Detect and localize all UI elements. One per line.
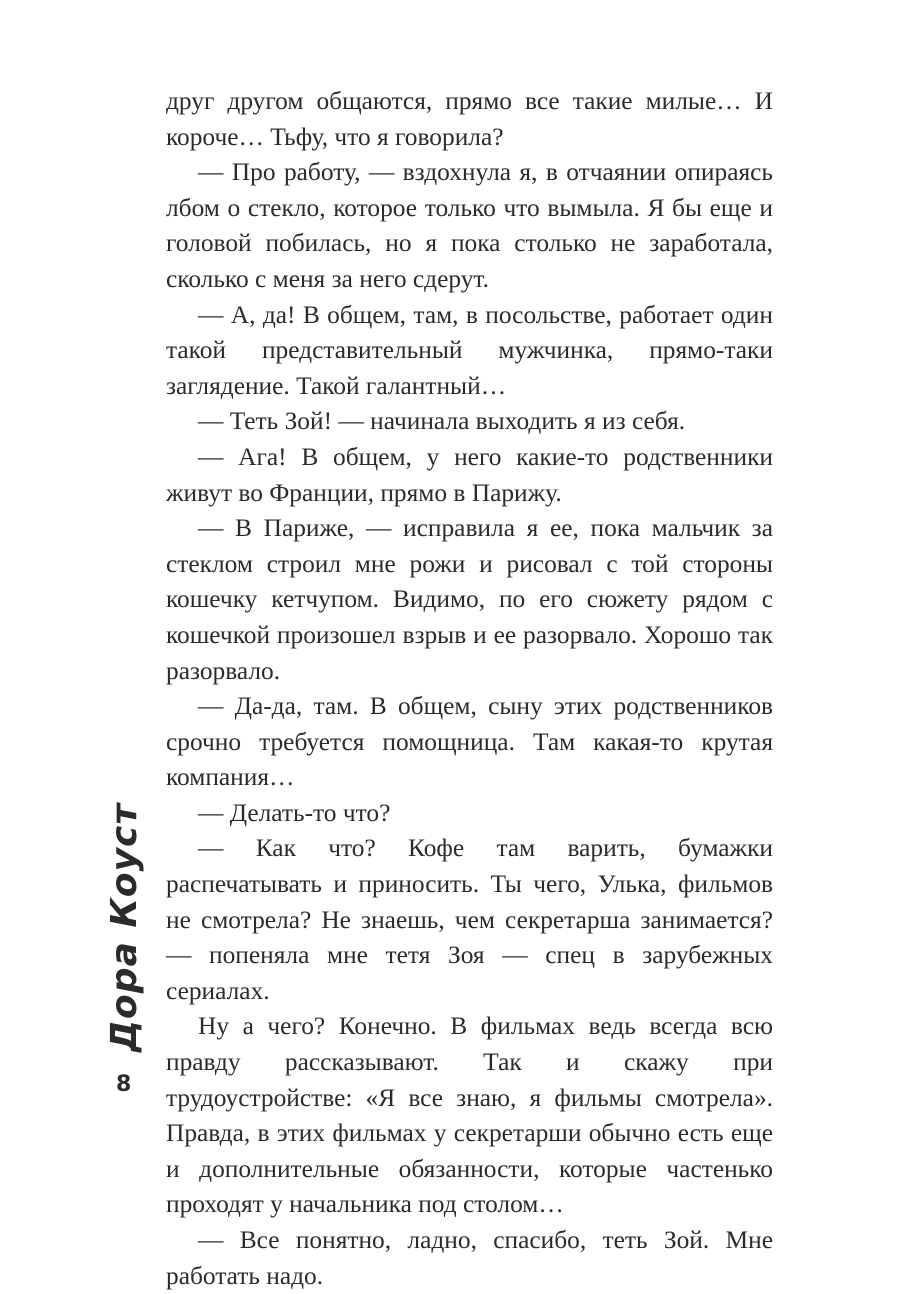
- paragraph-4: — Теть Зой! — начинала выходить я из себя.: [198, 407, 686, 436]
- page-number: 8: [116, 1072, 132, 1097]
- paragraph-8: — Делать-то что?: [198, 798, 391, 827]
- paragraph-7: — Да-да, там. В общем, сыну этих родственников срочно требуется помощница. Там какая-то крутая компания…: [166, 692, 773, 792]
- paragraph-5: — Ага! В общем, у него какие-то родственники живут во Франции, прямо в Парижу.: [166, 442, 773, 507]
- body-text: [166, 84, 773, 1294]
- paragraph-2: — Про работу, — вздохнула я, в отчаянии опираясь лбом о стекло, которое только что вымыла. Я бы еще и головой побилась, но я пока столько не заработала, сколько с меня за него сдерут.: [166, 158, 773, 293]
- paragraph-6: — В Париже, — исправила я ее, пока мальчик за стеклом строил мне рожи и рисовал с той стороны кошечку кетчупом. Видимо, по его сюжету рядом с кошечкой произошел взрыв и ее разорвало. Хорошо так разорвало.: [166, 514, 773, 685]
- paragraph-1: друг другом общаются, прямо все такие милые… И короче… Тьфу, что я говорила?: [166, 87, 773, 151]
- paragraph-11: — Все понятно, ладно, спасибо, теть Зой. Мне работать надо.: [166, 1226, 773, 1290]
- paragraph-3: — А, да! В общем, там, в посольстве, работает один такой представительный мужчинка, прямо-таки заглядение. Такой галантный…: [166, 300, 773, 400]
- paragraph-9: — Как что? Кофе там варить, бумажки распечатывать и приносить. Ты чего, Улька, фильмов не смотрела? Не знаешь, чем секретарша занимается? — попеняла мне тетя Зоя — спец в зарубежных сериалах.: [166, 834, 773, 1005]
- author-running-head: Дора Коуст: [104, 802, 145, 1052]
- paragraph-10: Ну а чего? Конечно. В фильмах ведь всегда всю правду рассказывают. Так и скажу при трудоустройстве: «Я все знаю, я фильмы смотрела». Правда, в этих фильмах у секретарши обычно есть еще и дополнительные обязанности, которые частенько проходят у начальника под столом…: [166, 1012, 773, 1219]
